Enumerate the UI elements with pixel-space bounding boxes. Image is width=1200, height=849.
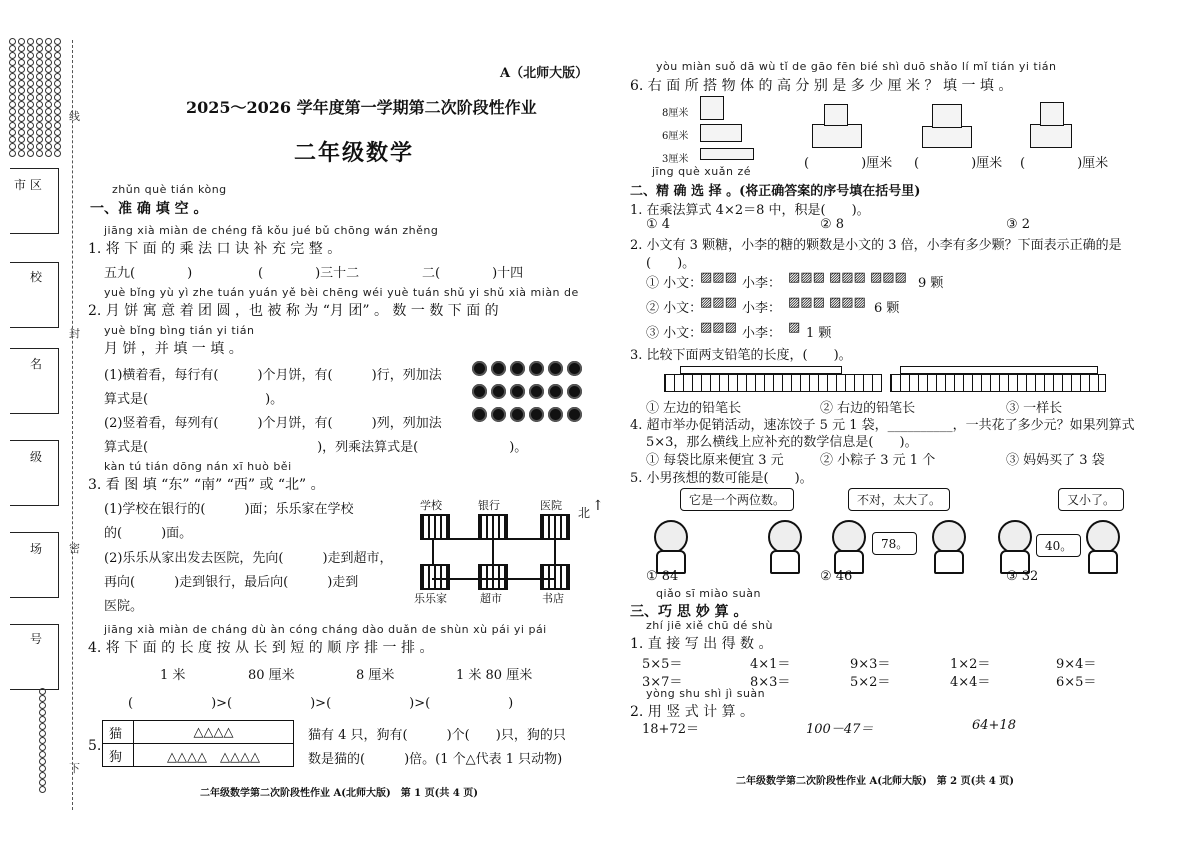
pencil-left-icon [680,366,842,374]
map-school-icon [420,514,450,540]
c4-text: 4. 超市举办促销活动，速冻饺子 5 元 1 袋，__________，一共花了多少元？如果列算式 [630,418,1135,433]
map-bank-icon [478,514,508,540]
q1-pinyin: jiāng xià miàn de chéng fǎ kǒu jué bǔ chōng wán zhěng [104,224,439,237]
d2-pinyin: yòng shu shì jì suàn [646,687,766,700]
map-bookstore-icon [540,564,570,590]
c2-opt1-b: 小李： [742,276,782,291]
c5-text[interactable]: 5. 小男孩想的数可能是( )。 [630,471,813,486]
c1-opt-3[interactable]: ③ 2 [1006,217,1031,232]
c4-opt-2[interactable]: ② 小粽子 3 元 1 个 [820,453,936,468]
boy-body-1 [770,550,800,574]
stack3-top [1040,102,1064,126]
q1-blank-a[interactable]: 五九( ) [104,266,193,281]
candy-icons-2a: ▨▨▨ [700,295,737,310]
c3-opt-1[interactable]: ① 左边的铅笔长 [646,401,742,416]
side-label-name: 名 [30,357,43,371]
candy-icons-3b: ▨ [788,320,801,335]
table-row [103,721,294,744]
side-label-number: 号 [30,632,43,646]
stack1-top [824,104,848,126]
c5-opt-1[interactable]: ① 84 [646,569,679,584]
c2-opt3-c: 1 颗 [806,326,832,341]
q6-text: 6. 右 面 所 搭 物 体 的 高 分 别 是 多 少 厘 米 ？ 填 一 填 。 [630,78,1013,94]
stack2-top [932,104,962,128]
q2-part2[interactable]: (2)竖着看，每列有( )个月饼，有( )列，列加法 [104,416,442,431]
side-vert-mi: 密 [69,542,80,555]
q2b-pinyin: yuè bǐng bìng tián yi tián [104,324,255,337]
binding-holes-bottom [38,688,52,793]
c2-text-b[interactable]: ( )。 [646,256,696,271]
c2-opt1-c: 9 颗 [918,276,944,291]
d2-item-2[interactable]: 100－47＝ [806,722,874,737]
c4-text-b[interactable]: 5×3，那么横线上应补充的数学信息是( )。 [646,435,918,450]
c1-text[interactable]: 1. 在乘法算式 4×2＝8 中，积是( )。 [630,203,870,218]
q4-order-blanks[interactable]: ( )>( )>( )>( ) [128,696,514,711]
q4-item-3: 8 厘米 [356,668,395,683]
flat-board-icon [700,148,754,160]
d1-r2-4[interactable]: 4×4＝ [950,675,991,690]
section1-heading: 一、准 确 填 空 。 [90,201,208,217]
c5-bubble-5: 40。 [1036,534,1081,557]
q6-answer-1[interactable]: ( )厘米 [804,156,893,171]
d1-text: 1. 直 接 写 出 得 数 。 [630,636,773,652]
d1-pinyin: zhí jiē xiě chū dé shù [646,619,773,632]
cube-icon [700,96,724,120]
footer-right: 二年级数学第二次阶段性作业 A(北师大版) 第 2 页(共 4 页) [736,776,1015,787]
q6-label-6: 6厘米 [662,131,689,142]
stack2-bottom [922,126,972,148]
c2-opt2-c: 6 颗 [874,301,900,316]
d2-item-1[interactable]: 18+72＝ [642,722,699,737]
boy-body-3 [1088,550,1118,574]
boy-body-2 [934,550,964,574]
c5-opt-2[interactable]: ② 46 [820,569,853,584]
map-label-market: 超市 [480,592,502,605]
c1-opt-1[interactable]: ① 4 [646,217,671,232]
q1-blank-c[interactable]: 二( )十四 [422,266,524,281]
d1-r1-4[interactable]: 1×2＝ [950,657,991,672]
q4-item-2: 80 厘米 [248,668,295,683]
c2-text: 2. 小文有 3 颗糖，小李的糖的颗数是小文的 3 倍，小李有多少颗？下面表示正确的是 [630,238,1122,253]
binding-holes-top [8,38,66,157]
girl-icon-2 [832,520,866,554]
map-label-bank: 银行 [478,499,500,512]
d1-r2-3[interactable]: 5×2＝ [850,675,891,690]
page-title: 2025～2026 学年度第一学期第二次阶段性作业 [186,98,537,117]
q5-dog-label: 狗 [103,744,134,767]
q2-part2b[interactable]: 算式是( )，列乘法算式是( )。 [104,440,528,455]
side-label-city: 市 区 [14,178,42,192]
q4-pinyin: jiāng xià miàn de cháng dù àn cóng cháng dào duǎn de shùn xù pái yi pái [104,623,547,636]
ruler-left [664,374,882,392]
c4-opt-1[interactable]: ① 每袋比原来便宜 3 元 [646,453,784,468]
map-home-icon [420,564,450,590]
section1-pinyin: zhǔn què tián kòng [112,183,227,196]
q4-item-1: 1 米 [160,668,186,683]
d1-r1-2[interactable]: 4×1＝ [750,657,791,672]
q3-pinyin: kàn tú tián dōng nán xī huò běi [104,460,292,473]
c4-opt-3[interactable]: ③ 妈妈买了 3 袋 [1006,453,1105,468]
map-hospital-icon [540,514,570,540]
q5-cat-tri: △△△△ [134,721,294,744]
q3-part2c: 医院。 [104,599,144,614]
q6-label-8: 8厘米 [662,108,689,119]
q3-part2b[interactable]: 再向( )走到银行，最后向( )走到 [104,575,359,590]
mooncake-grid [470,360,606,429]
version-label: A（北师大版） [500,66,589,81]
map-label-home: 乐乐家 [414,592,447,605]
d1-r1-5[interactable]: 9×4＝ [1056,657,1097,672]
q3-part2[interactable]: (2)乐乐从家出发去医院，先向( )走到超市， [104,551,393,566]
d1-r2-1[interactable]: 3×7＝ [642,675,683,690]
c5-bubble-3: 78。 [872,532,917,555]
north-arrow-icon: ↑ [592,498,604,514]
stack3-bottom [1030,124,1072,148]
q2-part1[interactable]: (1)横着看，每行有( )个月饼，有( )行，列加法 [104,368,442,383]
map-north-label: 北 [578,506,591,520]
girl-icon-3 [998,520,1032,554]
q2b-text: 月 饼 ，并 填 一 填 。 [104,341,243,357]
stack1-bottom [812,124,862,148]
side-label-room: 场 [30,542,43,556]
section3-heading: 三、巧 思 妙 算 。 [630,604,748,620]
section2-heading: 二、精 确 选 择 。(将正确答案的序号填在括号里) [630,184,921,199]
table-row [103,744,294,767]
c2-opt3-b: 小李： [742,326,782,341]
map-label-hospital: 医院 [540,499,562,512]
map-label-bookstore: 书店 [542,592,564,605]
map-market-icon [478,564,508,590]
q3-part1b[interactable]: 的( )面。 [104,526,193,541]
c3-text[interactable]: 3. 比较下面两支铅笔的长度，( )。 [630,348,852,363]
c5-bubble-2: 不对，太大了。 [848,488,950,511]
map-road-bottom [432,578,556,580]
candy-icons-1b: ▨▨▨ ▨▨▨ ▨▨▨ [788,270,907,285]
boy-icon-1 [768,520,802,554]
q2-part1b[interactable]: 算式是( )。 [104,392,284,407]
q6-pinyin: yòu miàn suǒ dā wù tǐ de gāo fēn bié shì duō shǎo lí mǐ tián yi tián [656,60,1057,73]
q2-text: 2. 月 饼 寓 意 着 团 圆 ，也 被 称 为 “月 团” 。 数 一 数 下 面 的 [88,303,499,319]
d1-r1-3[interactable]: 9×3＝ [850,657,891,672]
q4-text: 4. 将 下 面 的 长 度 按 从 长 到 短 的 顺 序 排 一 排 。 [88,640,434,656]
ruler-right [890,374,1106,392]
c5-bubble-4: 又小了。 [1058,488,1124,511]
c2-opt2-a[interactable]: ② 小文： [646,301,703,316]
q4-item-4: 1 米 80 厘米 [456,668,533,683]
side-vert-xia: 下 [69,762,80,775]
q3-part1[interactable]: (1)学校在银行的( )面；乐乐家在学校 [104,502,354,517]
side-label-grade: 级 [30,450,43,464]
c2-opt2-b: 小李： [742,301,782,316]
map-label-school: 学校 [420,499,442,512]
side-vert-xian: 线 [69,110,80,123]
side-vert-feng: 封 [69,327,80,340]
box-icon [700,124,742,142]
q5-text-b[interactable]: 数是猫的( )倍。(1 个△代表 1 只动物) [308,752,563,767]
q1-blank-b[interactable]: ( )三十二 [258,266,360,281]
footer-left: 二年级数学第二次阶段性作业 A(北师大版) 第 1 页(共 4 页) [200,788,479,799]
q6-answer-3[interactable]: ( )厘米 [1020,156,1109,171]
c3-opt-3[interactable]: ③ 一样长 [1006,401,1063,416]
q1-text: 1. 将 下 面 的 乘 法 口 诀 补 充 完 整 。 [88,241,342,257]
d1-r2-5[interactable]: 6×5＝ [1056,675,1097,690]
c5-bubble-1: 它是一个两位数。 [680,488,794,511]
pencil-right-icon [900,366,1098,374]
candy-icons-1a: ▨▨▨ [700,270,737,285]
q5-dog-tri: △△△△ △△△△ [134,744,294,767]
c3-opt-2[interactable]: ② 右边的铅笔长 [820,401,916,416]
q6-answer-2[interactable]: ( )厘米 [914,156,1003,171]
side-label-school: 校 [30,270,43,284]
d2-text: 2. 用 竖 式 计 算 。 [630,704,755,720]
q5-number: 5. [88,738,102,754]
q5-animal-table [102,720,294,767]
c1-opt-2[interactable]: ② 8 [820,217,845,232]
section3-pinyin: qiǎo sī miào suàn [656,587,761,600]
d2-item-3[interactable]: 64+18 [972,718,1016,733]
boy-icon-3 [1086,520,1120,554]
girl-icon-1 [654,520,688,554]
q3-text: 3. 看 图 填 “东” “南” “西” 或 “北” 。 [88,477,325,493]
q5-text[interactable]: 猫有 4 只，狗有( )个( )只，狗的只 [308,728,566,743]
q2-pinyin: yuè bǐng yù yì zhe tuán yuán yě bèi chēng wéi yuè tuán shǔ yi shǔ xià miàn de [104,286,579,299]
q6-label-3: 3厘米 [662,154,689,165]
c2-opt1-a[interactable]: ① 小文： [646,276,703,291]
map-road-top [432,538,556,540]
subject-title: 二年级数学 [294,140,415,166]
d1-r1-1[interactable]: 5×5＝ [642,657,683,672]
candy-icons-2b: ▨▨▨ ▨▨▨ [788,295,866,310]
section2-pinyin: jīng què xuǎn zé [652,165,752,178]
candy-icons-3a: ▨▨▨ [700,320,737,335]
boy-icon-2 [932,520,966,554]
d1-r2-2[interactable]: 8×3＝ [750,675,791,690]
q5-cat-label: 猫 [103,721,134,744]
c5-opt-3[interactable]: ③ 32 [1006,569,1039,584]
side-dashed-line [72,40,73,810]
c2-opt3-a[interactable]: ③ 小文： [646,326,703,341]
